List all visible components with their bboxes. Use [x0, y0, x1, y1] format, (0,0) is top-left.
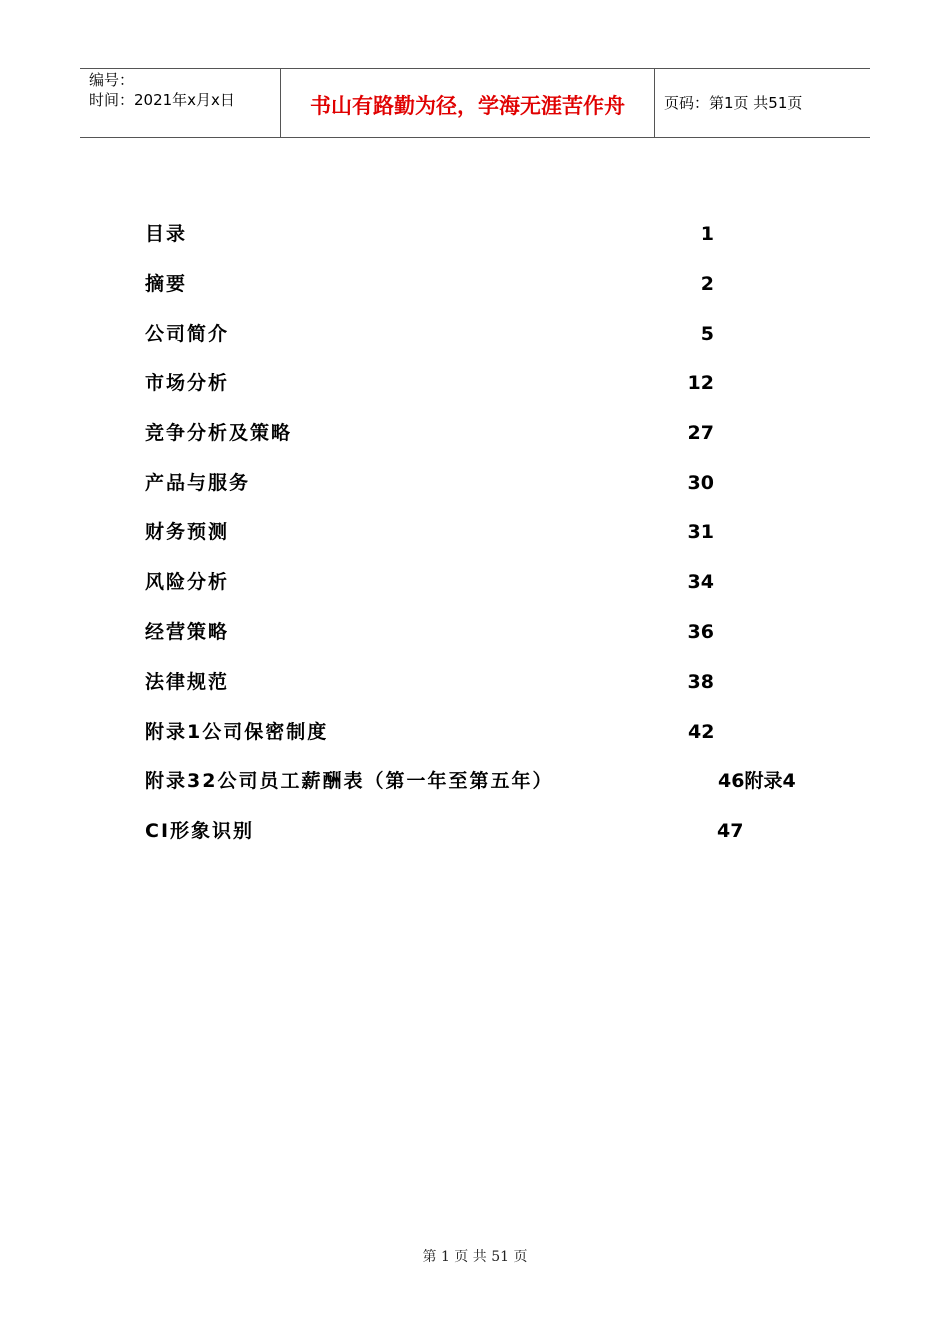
toc-entry-title: 经营策略	[145, 621, 230, 643]
toc-entry-page: 42	[688, 721, 715, 743]
toc-entry-title: 市场分析	[145, 372, 230, 394]
header-page-info: 页码：第1页 共51页	[664, 94, 803, 112]
toc-entry-page: 12	[687, 372, 714, 394]
toc-entry-title: 法律规范	[145, 671, 230, 693]
time-label: 时间：2021年x月x日	[89, 91, 235, 109]
toc-entry-page: 47	[717, 820, 744, 842]
toc-entry-page: 31	[687, 521, 714, 543]
toc-entry-page: 1	[700, 223, 714, 245]
toc-entry-title: 目录	[145, 223, 188, 245]
toc-entry-page: 5	[700, 323, 714, 345]
page-footer: 第 1 页 共 51 页	[422, 1249, 528, 1265]
motto-text: 书山有路勤为径，学海无涯苦作舟	[310, 94, 625, 118]
toc-entry-page: 34	[687, 571, 714, 593]
toc-entry-title: 附录32公司员工薪酬表（第一年至第五年）	[145, 770, 554, 792]
toc-entry-page: 38	[687, 671, 714, 693]
toc-entry-page: 46附录4	[718, 770, 796, 792]
toc-entry-title: 公司简介	[145, 323, 230, 345]
toc-entry-page: 30	[687, 472, 714, 494]
toc-entry-title: CI形象识别	[145, 820, 255, 842]
serial-label: 编号：	[89, 71, 135, 89]
toc-entry-title: 风险分析	[145, 571, 230, 593]
toc-entry-title: 产品与服务	[145, 472, 251, 494]
toc-entry-page: 2	[700, 273, 714, 295]
toc-entry-title: 附录1公司保密制度	[145, 721, 329, 743]
toc-entry-page: 27	[687, 422, 714, 444]
toc-entry-title: 摘要	[145, 273, 188, 295]
toc-entry-page: 36	[687, 621, 714, 643]
toc-entry-title: 竞争分析及策略	[145, 422, 293, 444]
toc-entry-title: 财务预测	[145, 521, 230, 543]
